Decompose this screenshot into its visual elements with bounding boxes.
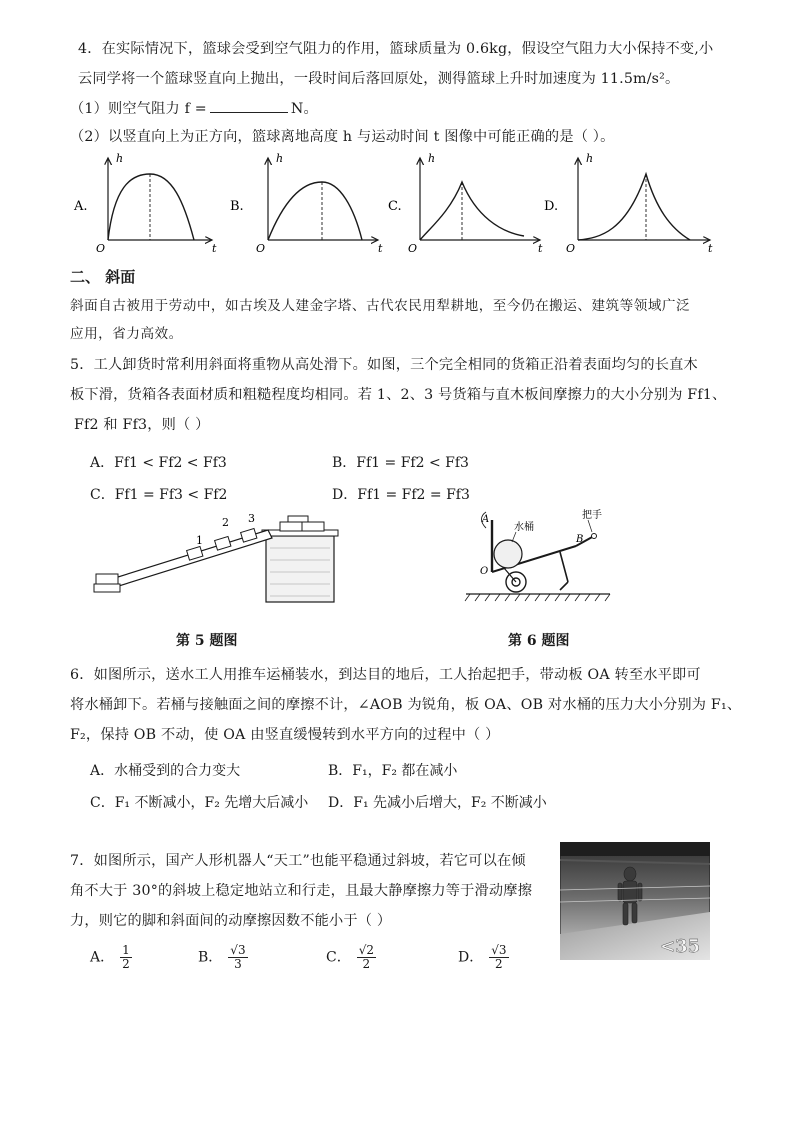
q6-stem-line1: 6．如图所示，送水工人用推车运桶装水，到达目的地后，工人抬起把手，带动板 OA 转至水平即可 xyxy=(70,667,701,683)
q6-stem-line2: 将水桶卸下。若桶与接触面之间的摩擦不计，∠AOB 为锐角，板 OA、OB 对水桶的压力大小分别为 F₁、 xyxy=(70,697,742,713)
q7-option-c-num: √2 xyxy=(358,943,374,957)
q4-stem-line2: 云同学将一个篮球竖直向上抛出，一段时间后落回原处，测得篮球上升时加速度为 11.5m/s²。 xyxy=(78,71,680,87)
q7-stem-line1: 7．如图所示，国产人形机器人“天工”也能平稳通过斜坡，若它可以在倾 xyxy=(70,853,526,869)
section-intro-line2: 应用，省力高效。 xyxy=(70,326,183,342)
q6-stem-line3: F₂，保持 OB 不动，使 OA 由竖直缓慢转到水平方向的过程中（ ） xyxy=(70,727,500,743)
q7-option-b-den: 3 xyxy=(234,957,242,971)
graph-a-origin: O xyxy=(96,242,106,255)
q7-robot-photo xyxy=(560,842,710,960)
q4-part1 xyxy=(70,98,318,118)
graph-b-origin: O xyxy=(256,242,266,255)
q7-option-b-fraction xyxy=(228,944,247,971)
q5-platform xyxy=(266,536,334,602)
q5-option-b[interactable]: B．Ff1 = Ff2 < Ff3 xyxy=(332,455,469,471)
graph-c[interactable] xyxy=(388,152,543,255)
graph-a[interactable] xyxy=(73,152,217,255)
q7-option-b[interactable] xyxy=(198,944,248,971)
q7-option-c-fraction xyxy=(357,944,376,971)
graph-a-h-label: h xyxy=(116,152,124,165)
graph-a-label: A. xyxy=(74,199,88,214)
graph-c-origin: O xyxy=(408,242,418,255)
q5-stem-line3: Ff2 和 Ff3，则（ ） xyxy=(74,417,210,433)
graph-c-curve xyxy=(420,182,524,240)
graph-a-curve xyxy=(108,174,194,240)
q7-option-a-den: 2 xyxy=(122,957,130,971)
q4-stem-line1: 4．在实际情况下，篮球会受到空气阻力的作用，篮球质量为 0.6kg，假设空气阻力大小保持不变,小 xyxy=(78,41,714,57)
q7-stem-line3: 力，则它的脚和斜面间的动摩擦因数不能小于（ ） xyxy=(70,913,392,929)
q7-option-a-letter: A． xyxy=(90,949,115,966)
graph-c-h-label: h xyxy=(428,152,436,165)
graph-b[interactable] xyxy=(230,152,383,255)
section-intro-line1: 斜面自古被用于劳动中，如古埃及人建金字塔、古代农民用犁耕地，至今仍在搬运、建筑等领域广泛 xyxy=(70,298,691,314)
q5-ground-box-1 xyxy=(96,574,118,584)
q5-label-3: 3 xyxy=(248,512,255,525)
q6-label-o: O xyxy=(480,566,489,577)
q6-label-a: A xyxy=(482,514,490,525)
graph-a-t-label: t xyxy=(212,242,217,255)
q4-part1-prefix: （1）则空气阻力 f = xyxy=(70,101,207,117)
q5-caption: 第 5 题图 xyxy=(176,633,238,649)
graph-d-curve xyxy=(578,174,690,240)
q6-caption: 第 6 题图 xyxy=(508,633,570,649)
q5-ground-box-2 xyxy=(94,584,120,592)
q6-label-handle: 把手 xyxy=(582,510,602,521)
q4-part1-unit: N。 xyxy=(290,101,318,117)
q5-stack-box-2 xyxy=(280,522,302,531)
graph-b-curve xyxy=(268,182,362,240)
graph-b-label: B. xyxy=(230,199,244,214)
q5-option-c[interactable]: C．Ff1 = Ff3 < Ff2 xyxy=(90,487,228,503)
q6-option-c[interactable]: C．F₁ 不断减小，F₂ 先增大后减小 xyxy=(90,795,309,811)
graph-d-t-label: t xyxy=(708,242,713,255)
section-heading: 二、 斜面 xyxy=(70,268,136,286)
q6-option-d[interactable]: D．F₁ 先减小后增大，F₂ 不断减小 xyxy=(328,795,547,811)
q7-stem-line2: 角不大于 30°的斜坡上稳定地站立和行走，且最大静摩擦力等于滑动摩擦 xyxy=(70,883,533,899)
q6-option-b[interactable]: B．F₁，F₂ 都在减小 xyxy=(328,763,458,779)
q7-option-d-num: √3 xyxy=(491,943,507,957)
q7-option-b-num: √3 xyxy=(230,943,246,957)
graph-d[interactable] xyxy=(544,152,713,255)
q5-option-d[interactable]: D．Ff1 = Ff2 = Ff3 xyxy=(332,487,470,503)
q7-option-c-letter: C． xyxy=(326,949,351,966)
q5-stem-line2: 板下滑，货箱各表面材质和粗糙程度均相同。若 1、2、3 号货箱与直木板间摩擦力的大小分别为 Ff1、 xyxy=(70,387,727,403)
graph-c-t-label: t xyxy=(538,242,543,255)
graph-b-h-label: h xyxy=(276,152,284,165)
q5-label-2: 2 xyxy=(222,516,229,529)
q7-option-d[interactable] xyxy=(458,944,509,971)
q7-option-d-den: 2 xyxy=(495,957,503,971)
q5-option-a[interactable]: A．Ff1 < Ff2 < Ff3 xyxy=(90,455,227,471)
q5-figure xyxy=(92,508,342,608)
graph-b-t-label: t xyxy=(378,242,383,255)
q7-option-b-letter: B． xyxy=(198,949,223,966)
q5-stem-line1: 5．工人卸货时常利用斜面将重物从高处滑下。如图，三个完全相同的货箱正沿着表面均匀的长直木 xyxy=(70,357,698,373)
q4-graphs xyxy=(70,148,750,256)
q6-bucket xyxy=(494,540,522,568)
q6-figure xyxy=(464,506,614,606)
q7-option-d-fraction xyxy=(489,944,508,971)
q6-leg xyxy=(560,552,568,582)
q7-option-d-letter: D． xyxy=(458,949,484,966)
q7-option-a-fraction xyxy=(120,944,132,971)
q7-option-c-den: 2 xyxy=(362,957,371,971)
q7-photo-overlay-text: <35 xyxy=(660,936,701,957)
q7-option-c[interactable] xyxy=(326,944,376,971)
q7-photo-ceiling xyxy=(560,842,710,856)
q4-answer-blank[interactable] xyxy=(210,99,288,113)
graph-c-label: C. xyxy=(388,199,402,214)
q7-option-a[interactable] xyxy=(90,944,132,971)
graph-d-origin: O xyxy=(566,242,576,255)
q6-ground-hatch xyxy=(465,594,610,601)
graph-d-h-label: h xyxy=(586,152,594,165)
graph-d-label: D. xyxy=(544,199,559,214)
q7-option-a-num: 1 xyxy=(122,943,130,957)
q6-option-a[interactable]: A．水桶受到的合力变大 xyxy=(90,763,241,779)
q5-stack-box-3 xyxy=(302,522,324,531)
q6-label-bucket: 水桶 xyxy=(514,522,534,533)
q6-label-b: B xyxy=(576,534,584,545)
q6-handle-grip xyxy=(592,534,597,539)
q5-label-1: 1 xyxy=(196,534,203,547)
q4-part2: （2）以竖直向上为正方向，篮球离地高度 h 与运动时间 t 图像中可能正确的是（ ）。 xyxy=(70,129,615,145)
